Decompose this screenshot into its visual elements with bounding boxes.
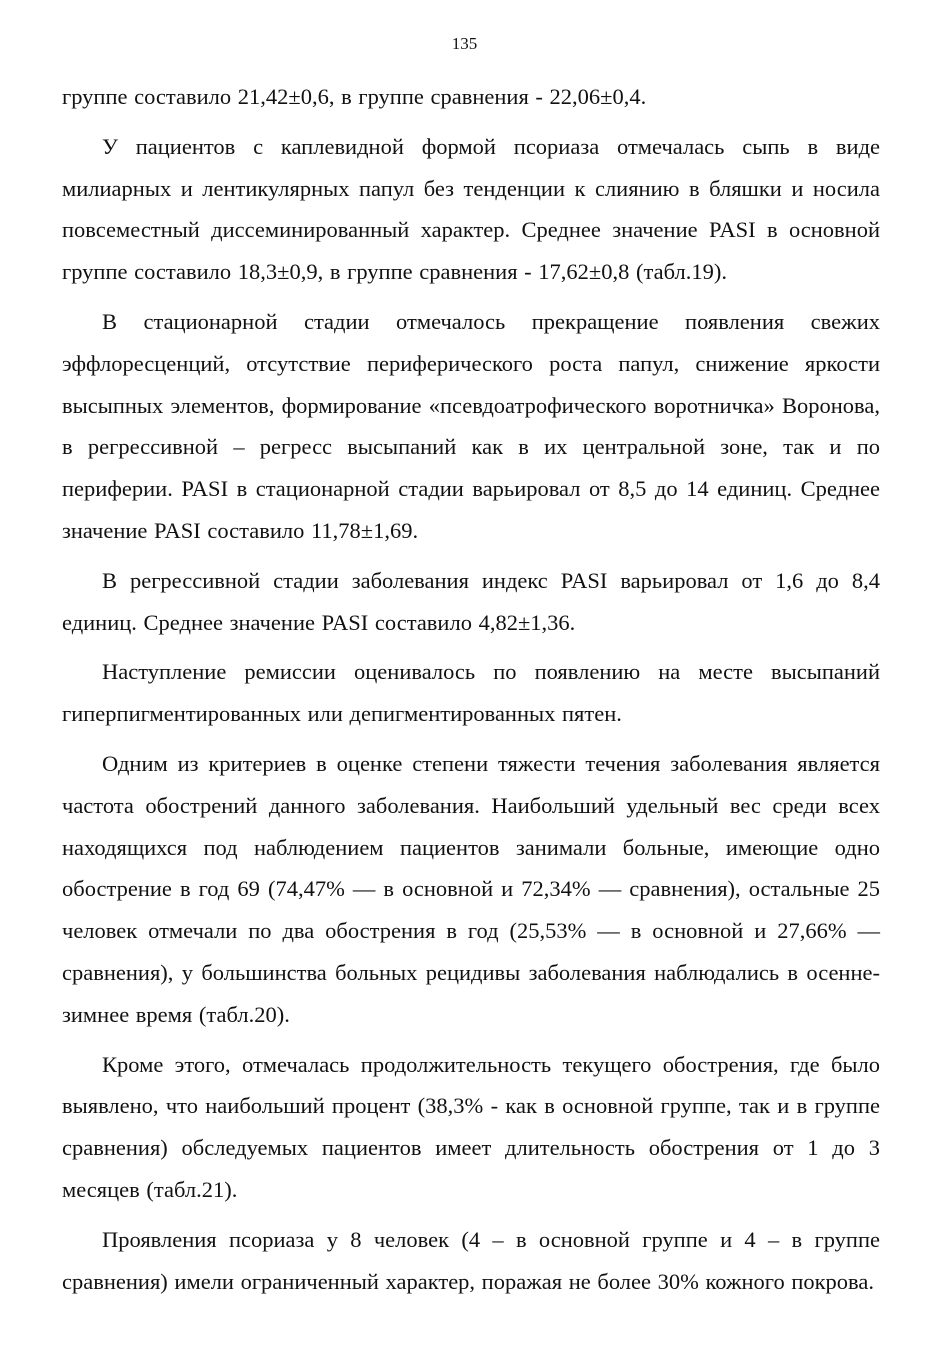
paragraph-2: У пациентов с каплевидной формой псориаза отмечалась сыпь в виде милиарных и лентикулярных папул без тенденции к слиянию в бляшки и носила повсеместный диссеминированный характер. Среднее значение PASI в основной группе составило 18,3±0,9, в группе сравнения - 17,62±0,8 (табл.19). [62,133,880,285]
paragraph-7: Кроме этого, отмечалась продолжительность текущего обострения, где было выявлено, что наибольший процент (38,3% - как в основной группе, так и в группе сравнения) обследуемых пациентов имеет длительность обострения от 1 до 3 месяцев (табл.21). [62,1051,880,1202]
paragraph-6: Одним из критериев в оценке степени тяжести течения заболевания является частота обострений данного заболевания. Наибольший удельный вес среди всех находящихся под наблюдением пациентов занимали больные, имеющие одно обострение в год 69 (74,47% — в основной и 72,34% — сравнения), остальные 25 человек отмечали по два обострения в год (25,53% — в основной и 27,66% — сравнения), у большинства больных рецидивы заболевания наблюдались в осенне-зимнее время (табл.20). [62,750,880,1027]
paragraph-1: группе составило 21,42±0,6, в группе сравнения - 22,06±0,4. [62,84,647,109]
paragraph-5: Наступление ремиссии оценивалось по появлению на месте высыпаний гиперпигментированных или депигментированных пятен. [62,659,880,727]
page-number: 135 [451,34,478,53]
body-text [62,76,880,1302]
paragraph-4: В регрессивной стадии заболевания индекс PASI варьировал от 1,6 до 8,4 единиц. Среднее значение PASI составило 4,82±1,36. [62,567,880,635]
paragraph-8: Проявления псориаза у 8 человек (4 – в основной группе и 4 – в группе сравнения) имели ограниченный характер, поражая не более 30% кожного покрова. [62,1226,880,1294]
paragraph-3: В стационарной стадии отмечалось прекращение появления свежих эффлоресценций, отсутствие периферического роста папул, снижение яркости высыпных элементов, формирование «псевдоатрофического воротничка» Воронова, в регрессивной – регресс высыпаний как в их центральной зоне, так и по периферии. PASI в стационарной стадии варьировал от 8,5 до 14 единиц. Среднее значение PASI составило 11,78±1,69. [62,308,880,543]
